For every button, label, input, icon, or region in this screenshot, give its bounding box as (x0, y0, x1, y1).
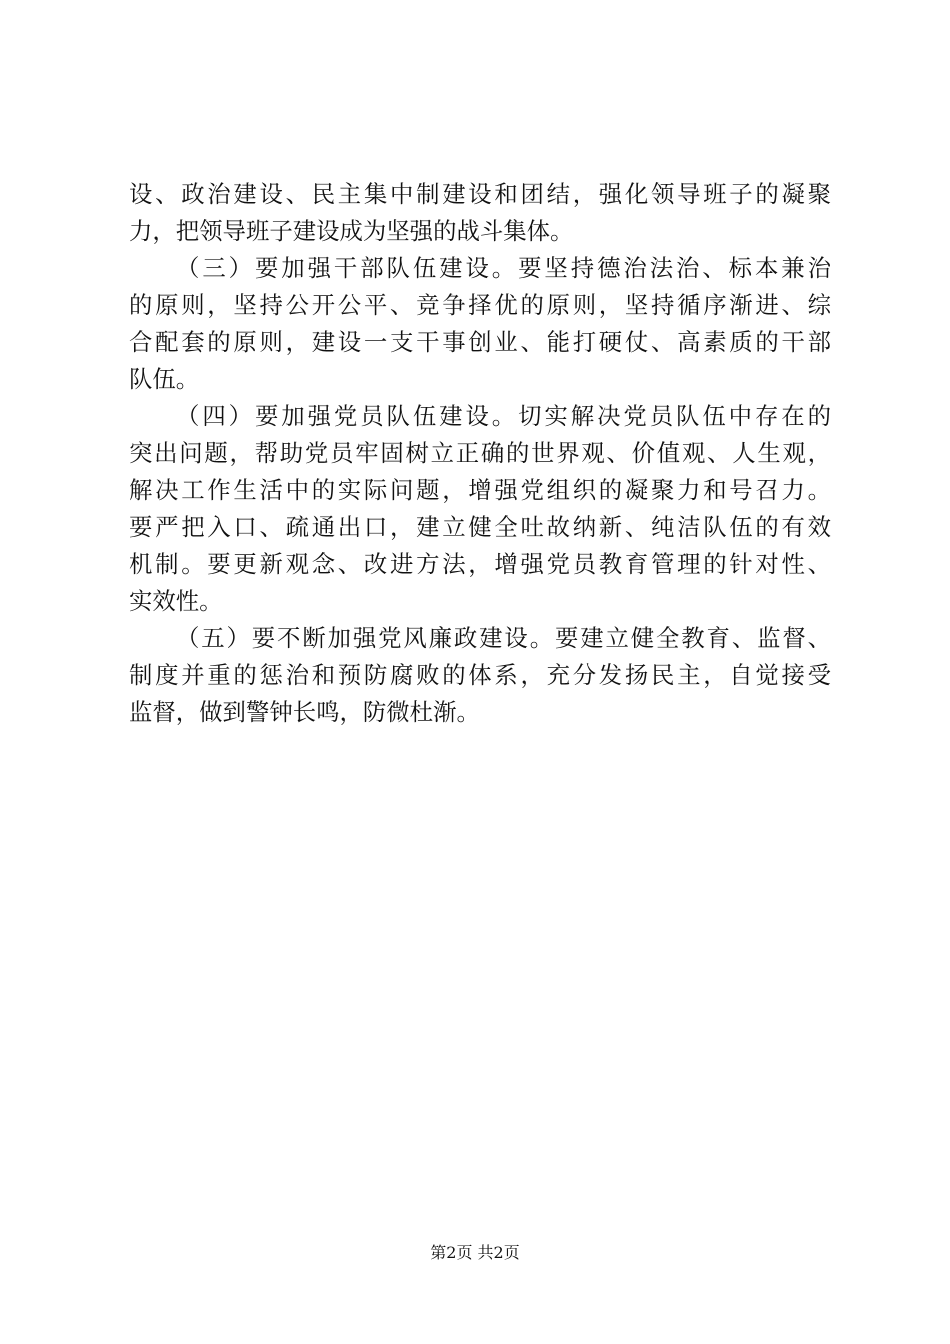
text-line: 要严把入口、疏通出口，建立健全吐故纳新、纯洁队伍的有效 (129, 513, 831, 541)
paragraph-5-start: （五）要不断加强党风廉政建设。要建立健全教育、监督、 (176, 624, 831, 652)
text-line: 制度并重的惩治和预防腐败的体系，充分发扬民主，自觉接受 (129, 661, 831, 689)
paragraph-4-start: （四）要加强党员队伍建设。切实解决党员队伍中存在的 (176, 402, 831, 430)
text-line: 设、政治建设、民主集中制建设和团结，强化领导班子的凝聚 (129, 180, 831, 208)
paragraph-3-start: （三）要加强干部队伍建设。要坚持德治法治、标本兼治 (176, 254, 831, 282)
body-text (129, 176, 831, 731)
text-line: 实效性。 (129, 587, 223, 615)
text-line: 合配套的原则，建设一支干事创业、能打硬仗、高素质的干部 (129, 328, 831, 356)
text-line: 队伍。 (129, 365, 200, 393)
text-line: 的原则，坚持公开公平、竞争择优的原则，坚持循序渐进、综 (129, 291, 831, 319)
page-footer: 第2页 共2页 (430, 1243, 520, 1262)
text-line: 突出问题，帮助党员牢固树立正确的世界观、价值观、人生观， (129, 439, 831, 467)
text-line: 机制。要更新观念、改进方法，增强党员教育管理的针对性、 (129, 550, 831, 578)
text-line: 监督，做到警钟长鸣，防微杜渐。 (129, 698, 480, 726)
text-line: 解决工作生活中的实际问题，增强党组织的凝聚力和号召力。 (129, 476, 831, 504)
text-line: 力，把领导班子建设成为坚强的战斗集体。 (129, 217, 574, 245)
